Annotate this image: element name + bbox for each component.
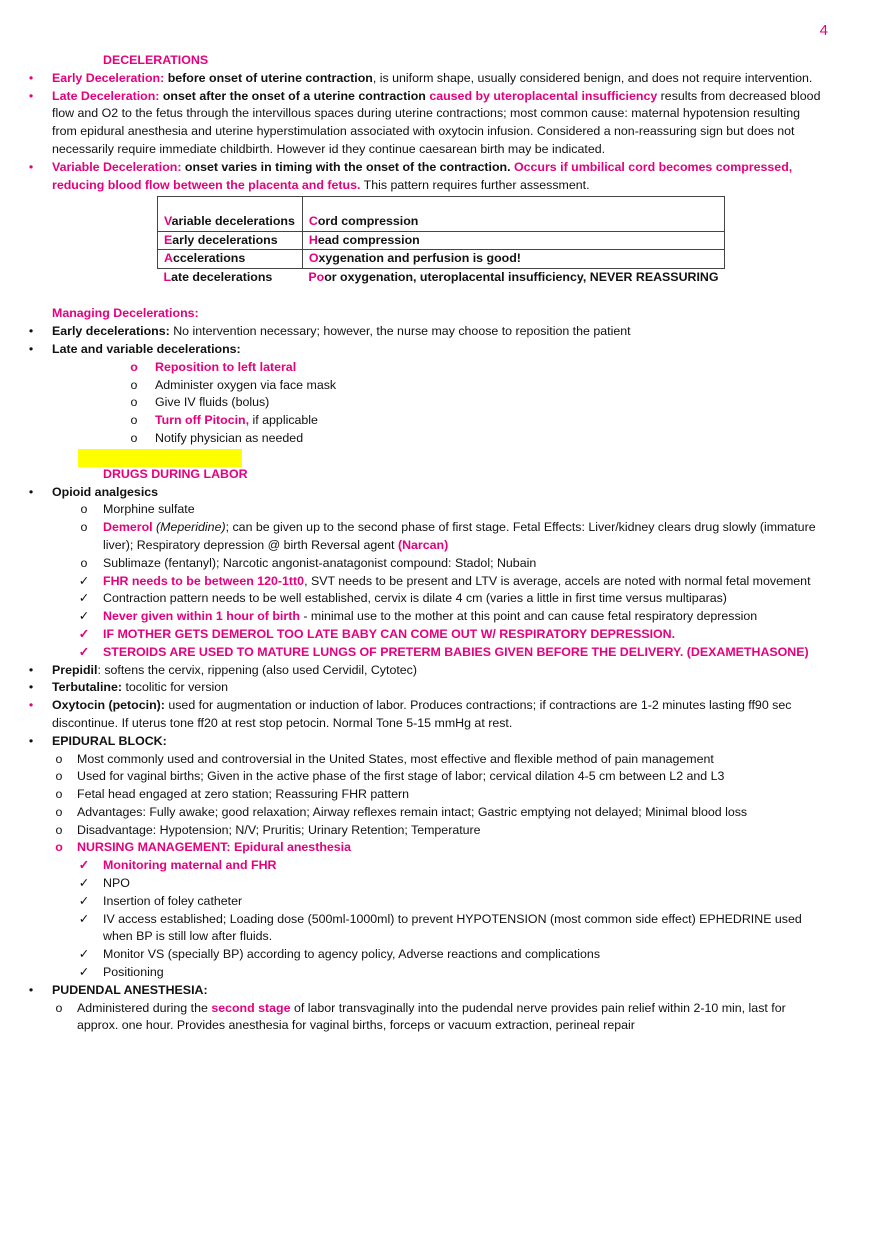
variable-deceleration-item: • Variable Deceleration: onset varies in timing with the onset of the contraction. Occurs if umbilical cord becomes compressed, reducing blood flow between the placenta and fetus. This pattern requires further assessment. [0,159,880,195]
bullet-icon: • [28,88,34,103]
bullet-icon: • [28,341,34,356]
circle-bullet-icon: o [55,769,63,784]
circle-bullet-icon: o [55,751,63,766]
list-item: ✓ Positioning [0,964,880,982]
circle-bullet-icon: o [55,840,63,855]
check-icon: ✓ [78,965,90,980]
circle-bullet-icon: o [55,1000,63,1015]
circle-bullet-icon: o [80,502,88,517]
oxytocin-item: • Oxytocin (petocin): used for augmentation or induction of labor. Produces contractions; if contractions are 1-2 minutes lasting ff90 sec discontinue. If uterus tone ff20 at rest stop petocin. Normal Tone 5-15 mmHg at rest. [0,697,880,733]
list-item: ✓ FHR needs to be between 120-1tt0, SVT needs to be present and LTV is average, accels are noted with normal fetal movement [0,573,880,591]
circle-bullet-icon: o [130,413,138,428]
bullet-icon: • [28,680,34,695]
decelerations-heading: DECELERATIONS [103,53,209,67]
check-icon: ✓ [78,591,90,606]
list-item: o Morphine sulfate [0,501,880,519]
nursing-management-title: o NURSING MANAGEMENT: Epidural anesthesia [0,839,880,857]
check-icon: ✓ [78,858,90,873]
managing-decelerations-title: Managing Decelerations: [52,306,199,321]
list-item: ✓ STEROIDS ARE USED TO MATURE LUNGS OF PRETERM BABIES GIVEN BEFORE THE DELIVERY. (DEXAMETHASONE) [0,644,880,662]
drugs-heading: DRUGS DURING LABOR [103,466,248,481]
opioid-analgesics: • Opioid analgesics [0,484,880,502]
table-row: Accelerations Oxygenation and perfusion is good! [158,250,725,269]
page-number: 4 [819,22,828,39]
content [0,52,880,1035]
table-row: Early decelerations Head compression [158,231,725,250]
table-row: Variable decelerations Cord compression [158,197,725,232]
circle-bullet-icon: o [130,377,138,392]
early-deceleration-item: • Early Deceleration: before onset of uterine contraction, is uniform shape, usually considered benign, and does not require intervention. [0,70,880,88]
list-item: ✓ Never given within 1 hour of birth - minimal use to the mother at this point and can cause fetal respiratory depression [0,608,880,626]
circle-bullet-icon: o [130,359,138,374]
check-icon: ✓ [78,573,90,588]
bullet-icon: • [28,733,34,748]
prepidil-item: • Prepidil: softens the cervix, rippening (also used Cervidil, Cytotec) [0,662,880,680]
highlight-bar [0,448,880,466]
circle-bullet-icon: o [55,822,63,837]
pudendal-anesthesia-title: • PUDENDAL ANESTHESIA: [0,982,880,1000]
bullet-icon: • [28,982,34,997]
late-variable-management: • Late and variable decelerations: [0,341,880,359]
list-item: ✓ IV access established; Loading dose (500ml-1000ml) to prevent HYPOTENSION (most common side effect) EPHEDRINE used when BP is still low after fluids. [78,911,802,944]
terbutaline-item: • Terbutaline: tocolitic for version [0,679,880,697]
list-item: o Advantages: Fully awake; good relaxation; Airway reflexes remain intact; Gastric emptying not delayed; Minimal blood loss [0,804,880,822]
circle-bullet-icon: o [55,787,63,802]
late-deceleration-item: • Late Deceleration: onset after the onset of a uterine contraction caused by uteroplacental insufﬁciency results from decreased blood flow and O2 to the fetus through the intervillous spaces during uterine contractions; most common cause: maternal hypotension resulting from epidural anesthesia and uterine hyperstimulation associated with oxytocin infusion. Considered a non-reassuring sign but does not necessarily require immediate childbirth. However id they continue caesarean birth may be indicated. [0,88,880,159]
list-item: o Turn off Pitocin, if applicable [0,412,880,430]
bullet-icon: • [28,662,34,677]
circle-bullet-icon: o [130,430,138,445]
circle-bullet-icon: o [55,804,63,819]
check-icon: ✓ [78,876,90,891]
check-icon: ✓ [78,644,90,659]
bullet-icon: • [28,698,34,713]
circle-bullet-icon: o [130,395,138,410]
early-decelerations-management: • Early decelerations: No intervention necessary; however, the nurse may choose to reposition the patient [0,323,880,341]
list-item: ✓ IF MOTHER GETS DEMEROL TOO LATE BABY CAN COME OUT W/ RESPIRATORY DEPRESSION. [0,626,880,644]
list-item: ✓ Monitor VS (specially BP) according to agency policy, Adverse reactions and complications [0,946,880,964]
list-item: ✓ Contraction pattern needs to be well established, cervix is dilate 4 cm (varies a little in first time versus multiparas) [0,590,880,608]
list-item: o Notify physician as needed [0,430,880,448]
list-item: o Give IV fluids (bolus) [0,394,880,412]
list-item: ✓ NPO [0,875,880,893]
list-item: o Most commonly used and controversial in the United States, most effective and flexible method of pain management [0,751,880,769]
check-icon: ✓ [78,626,90,641]
list-item: o Used for vaginal births; Given in the active phase of the first stage of labor; cervical dilation 4-5 cm between L2 and L3 [0,768,880,786]
circle-bullet-icon: o [80,520,88,535]
bullet-icon: • [28,484,34,499]
list-item: o Disadvantage: Hypotension; N/V; Pruritis; Urinary Retention; Temperature [0,822,880,840]
list-item: ✓ Insertion of foley catheter [0,893,880,911]
check-icon: ✓ [78,893,90,908]
table-row: Late decelerations Poor oxygenation, uteroplacental insufﬁciency, NEVER REASSURING [163,269,719,284]
list-item: o Administer oxygen via face mask [0,377,880,395]
bullet-icon: • [28,159,34,174]
veal-chop-table [157,196,725,286]
list-item: o Reposition to left lateral [0,359,880,377]
epidural-block-title: • EPIDURAL BLOCK: [0,733,880,751]
list-item: o Fetal head engaged at zero station; Reassuring FHR pattern [0,786,880,804]
list-item: o Demerol (Meperidine); can be given up to the second phase of first stage. Fetal Effects: Liver/kidney clears drug slowly (immature liver); Respiratory depression @ birth Reversal agent (Narcan) [0,519,880,555]
circle-bullet-icon: o [80,555,88,570]
list-item: ✓ Monitoring maternal and FHR [0,857,880,875]
list-item: o Administered during the second stage of labor transvaginally into the pudendal nerve provides pain relief within 2-10 min, last for approx. one hour. Provides anesthesia for vaginal births, forceps or vacuum extraction, perineal repair [0,1000,880,1036]
check-icon: ✓ [78,911,90,926]
bullet-icon: • [28,324,34,339]
bullet-icon: • [28,70,34,85]
list-item: o Sublimaze (fentanyl); Narcotic angonist-anatagonist compound: Stadol; Nubain [0,555,880,573]
check-icon: ✓ [78,947,90,962]
check-icon: ✓ [78,609,90,624]
